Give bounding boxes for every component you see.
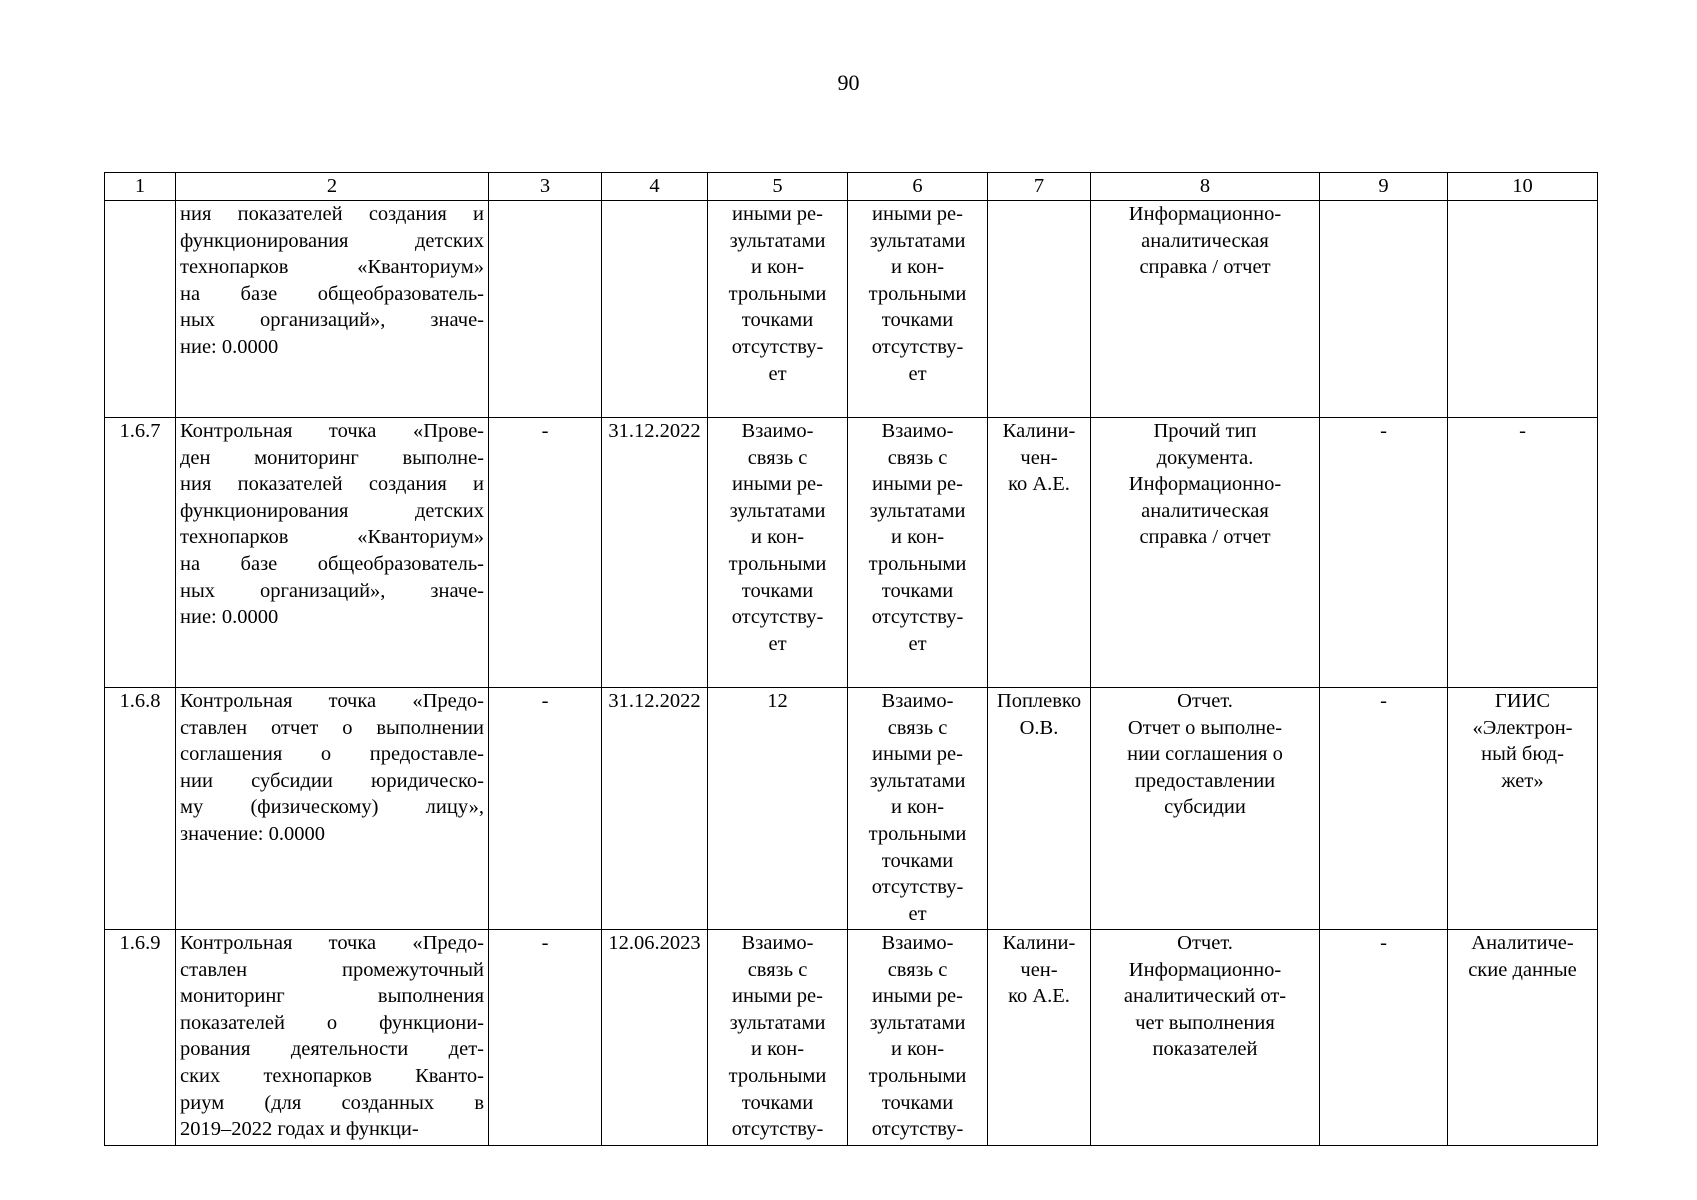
cell-text-line: ных организаций», значе- <box>180 309 484 332</box>
cell-text-line: О.В. <box>1019 716 1059 739</box>
cell-text-line: Информационно- <box>1128 958 1282 981</box>
cell-text-line: Информационно- <box>1128 473 1282 496</box>
cell-text-line: точками <box>881 1091 954 1114</box>
cell-text-line: значение: 0.0000 <box>180 822 325 845</box>
cell-text-line: показателей о функциони- <box>180 1011 484 1034</box>
information-system-cell <box>1448 418 1598 688</box>
column-5-cell <box>708 201 848 418</box>
cell-text-line: трольными <box>728 282 827 305</box>
cell-text-line: иными ре- <box>872 985 963 1008</box>
cell-text-line: ет <box>908 632 927 655</box>
cell-text-line: предоставлении <box>1134 769 1276 792</box>
information-system-cell <box>1448 688 1598 930</box>
header-cell: 8 <box>1091 173 1320 201</box>
cell-text-line: ет <box>908 902 927 925</box>
cell-text-line: справка / отчет <box>1139 526 1271 549</box>
cell-text-line: Взаимо- <box>881 690 954 712</box>
cell-text-line: отсутству- <box>871 876 964 899</box>
cell-text-line: ко А.Е. <box>1008 473 1070 496</box>
cell-text-line: Отчет. <box>1177 932 1233 954</box>
cell-text-line: ет <box>768 362 787 385</box>
cell-text-line: отсутству- <box>871 606 964 629</box>
cell-text-line: ние: 0.0000 <box>180 606 279 629</box>
cell-text-line: зультатами <box>869 499 966 522</box>
cell-text-line: Взаимо- <box>741 420 814 442</box>
header-cell: 2 <box>176 173 489 201</box>
cell-text-line: чен- <box>1020 958 1058 981</box>
cell-text-line: ден мониторинг выполне- <box>180 446 484 469</box>
cell-text-line: чет выполнения <box>1135 1011 1275 1034</box>
cell-text-line: Взаимо- <box>741 932 814 954</box>
cell-text-line: точками <box>881 849 954 872</box>
column-9-cell <box>1320 201 1448 418</box>
cell-text-line: точками <box>741 579 814 602</box>
cell-text-line: отсутству- <box>871 1118 964 1141</box>
cell-text-line: чен- <box>1020 446 1058 469</box>
date-cell: 31.12.2022 <box>602 688 708 930</box>
column-6-cell <box>848 688 988 930</box>
cell-text-line: трольными <box>868 552 967 575</box>
table-row <box>105 688 1598 930</box>
document-type-cell <box>1091 688 1320 930</box>
responsible-person-cell <box>988 930 1091 1146</box>
cell-text-line: иными ре- <box>872 473 963 496</box>
cell-text-line: Аналитиче- <box>1471 932 1574 954</box>
cell-text-line: иными ре- <box>732 985 823 1008</box>
document-type-cell <box>1091 930 1320 1146</box>
column-6-cell <box>848 418 988 688</box>
column-6-cell <box>848 930 988 1146</box>
cell-text-line: и кон- <box>750 1038 805 1061</box>
cell-text-line: документа. <box>1156 446 1254 469</box>
cell-text-line: трольными <box>728 552 827 575</box>
table-header-row <box>105 173 1598 201</box>
cell-text-line: отсутству- <box>731 335 824 358</box>
cell-text-line: мониторинг выполнения <box>180 985 484 1008</box>
cell-text-line: 12 <box>767 690 788 712</box>
cell-text-line: жет» <box>1501 769 1544 792</box>
column-5-cell <box>708 418 848 688</box>
cell-text-line: Информационно- <box>1128 203 1282 225</box>
cell-text-line: иными ре- <box>872 743 963 766</box>
cell-text-line: Контрольная точка «Прове- <box>180 420 484 442</box>
cell-text-line: технопарков «Кванториум» <box>180 526 484 549</box>
cell-text-line: ет <box>768 632 787 655</box>
cell-text-line: функционирования детских <box>180 499 484 522</box>
cell-text-line: ские данные <box>1468 958 1577 981</box>
cell-text-line: на базе общеобразователь- <box>180 552 484 575</box>
cell-text-line: и кон- <box>750 526 805 549</box>
responsible-person-cell <box>988 418 1091 688</box>
cell-text-line: ГИИС <box>1494 690 1551 712</box>
cell-text-line: связь с <box>887 716 948 739</box>
row-number-cell <box>105 201 176 418</box>
cell-text-line: ный бюд- <box>1481 743 1564 766</box>
document-type-cell <box>1091 201 1320 418</box>
header-cell: 6 <box>848 173 988 201</box>
cell-text-line: отсутству- <box>871 335 964 358</box>
cell-text-line: Контрольная точка «Предо- <box>180 932 484 954</box>
cell-text-line: и кон- <box>750 256 805 279</box>
cell-text-line: технопарков «Кванториум» <box>180 256 484 279</box>
cell-text-line: отсутству- <box>731 1118 824 1141</box>
cell-text-line: иными ре- <box>732 473 823 496</box>
cell-text-line: Калини- <box>1002 420 1076 442</box>
cell-text-line: зультатами <box>729 499 826 522</box>
information-system-cell <box>1448 201 1598 418</box>
column-6-cell <box>848 201 988 418</box>
header-cell: 3 <box>489 173 602 201</box>
cell-text-line: риум (для созданных в <box>180 1091 484 1114</box>
cell-text-line: субсидии <box>1164 796 1246 819</box>
cell-text-line: ставлен промежуточный <box>180 958 484 981</box>
cell-text-line: Контрольная точка «Предо- <box>180 690 484 712</box>
cell-text-line: иными ре- <box>872 203 963 225</box>
cell-text-line: аналитическая <box>1141 229 1269 252</box>
cell-text-line: точками <box>881 579 954 602</box>
control-point-name-cell <box>176 930 489 1146</box>
cell-text-line: связь с <box>747 958 808 981</box>
cell-text-line: и кон- <box>890 1038 945 1061</box>
table-row <box>105 930 1598 1146</box>
cell-text-line: ных организаций», значе- <box>180 579 484 602</box>
cell-text-line: ских технопарков Кванто- <box>180 1064 484 1087</box>
table-row <box>105 418 1598 688</box>
cell-text-line: аналитический от- <box>1123 985 1287 1008</box>
cell-text-line: зультатами <box>729 1011 826 1034</box>
cell-text-line: нии субсидии юридическо- <box>180 769 484 792</box>
cell-text-line: нии соглашения о <box>1127 743 1283 766</box>
cell-text-line: ставлен отчет о выполнении <box>180 716 484 739</box>
row-number-cell: 1.6.9 <box>105 930 176 1146</box>
cell-text-line: зультатами <box>869 229 966 252</box>
cell-text-line: Отчет о выполне- <box>1127 716 1283 739</box>
cell-text-line: - <box>1519 420 1526 442</box>
document-type-cell <box>1091 418 1320 688</box>
cell-text-line: точками <box>881 309 954 332</box>
cell-text-line: 2019–2022 годах и функци- <box>180 1118 419 1141</box>
column-9-cell: - <box>1320 688 1448 930</box>
cell-text-line: Взаимо- <box>881 932 954 954</box>
cell-text-line: точками <box>741 1091 814 1114</box>
cell-text-line: Поплевко <box>996 690 1082 712</box>
cell-text-line: трольными <box>868 282 967 305</box>
page-number: 90 <box>837 70 860 95</box>
cell-text-line: ние: 0.0000 <box>180 335 279 358</box>
column-9-cell: - <box>1320 418 1448 688</box>
cell-text-line: трольными <box>728 1064 827 1087</box>
column-3-cell <box>489 201 602 418</box>
cell-text-line: иными ре- <box>732 203 823 225</box>
cell-text-line: справка / отчет <box>1139 256 1271 279</box>
cell-text-line: му (физическому) лицу», <box>180 796 484 819</box>
cell-text-line: ет <box>908 362 927 385</box>
information-system-cell <box>1448 930 1598 1146</box>
cell-text-line: ко А.Е. <box>1008 985 1070 1008</box>
control-point-name-cell <box>176 688 489 930</box>
cell-text-line: «Электрон- <box>1472 716 1573 739</box>
cell-text-line: Взаимо- <box>881 420 954 442</box>
cell-text-line: зультатами <box>869 1011 966 1034</box>
cell-text-line: ния показателей создания и <box>180 473 484 496</box>
column-3-cell: - <box>489 930 602 1146</box>
cell-text-line: и кон- <box>890 796 945 819</box>
date-cell <box>602 201 708 418</box>
cell-text-line: показателей <box>1152 1038 1258 1061</box>
cell-text-line: зультатами <box>869 769 966 792</box>
control-points-table <box>104 172 1598 1146</box>
cell-text-line: функционирования детских <box>180 229 484 252</box>
column-9-cell: - <box>1320 930 1448 1146</box>
cell-text-line: на базе общеобразователь- <box>180 282 484 305</box>
control-point-name-cell <box>176 201 489 418</box>
cell-text-line: точками <box>741 309 814 332</box>
control-point-name-cell <box>176 418 489 688</box>
cell-text-line: и кон- <box>890 526 945 549</box>
cell-text-line: рования деятельности дет- <box>180 1038 484 1061</box>
cell-text-line: связь с <box>747 446 808 469</box>
date-cell: 12.06.2023 <box>602 930 708 1146</box>
cell-text-line: трольными <box>868 822 967 845</box>
cell-text-line: аналитическая <box>1141 499 1269 522</box>
cell-text-line: и кон- <box>890 256 945 279</box>
cell-text-line: связь с <box>887 958 948 981</box>
column-5-cell <box>708 930 848 1146</box>
cell-text-line: ния показателей создания и <box>180 203 484 225</box>
header-cell: 4 <box>602 173 708 201</box>
column-3-cell: - <box>489 688 602 930</box>
column-3-cell: - <box>489 418 602 688</box>
cell-text-line: соглашения о предоставле- <box>180 743 484 766</box>
column-5-cell <box>708 688 848 930</box>
responsible-person-cell <box>988 688 1091 930</box>
row-number-cell: 1.6.8 <box>105 688 176 930</box>
responsible-person-cell <box>988 201 1091 418</box>
row-number-cell: 1.6.7 <box>105 418 176 688</box>
cell-text-line: Отчет. <box>1177 690 1233 712</box>
header-cell: 7 <box>988 173 1091 201</box>
cell-text-line: Прочий тип <box>1153 420 1257 442</box>
cell-text-line: зультатами <box>729 229 826 252</box>
cell-text-line: Калини- <box>1002 932 1076 954</box>
table-row <box>105 201 1598 418</box>
cell-text-line: связь с <box>887 446 948 469</box>
cell-text-line: трольными <box>868 1064 967 1087</box>
header-cell: 10 <box>1448 173 1598 201</box>
header-cell: 9 <box>1320 173 1448 201</box>
header-cell: 1 <box>105 173 176 201</box>
header-cell: 5 <box>708 173 848 201</box>
cell-text-line: отсутству- <box>731 606 824 629</box>
date-cell: 31.12.2022 <box>602 418 708 688</box>
